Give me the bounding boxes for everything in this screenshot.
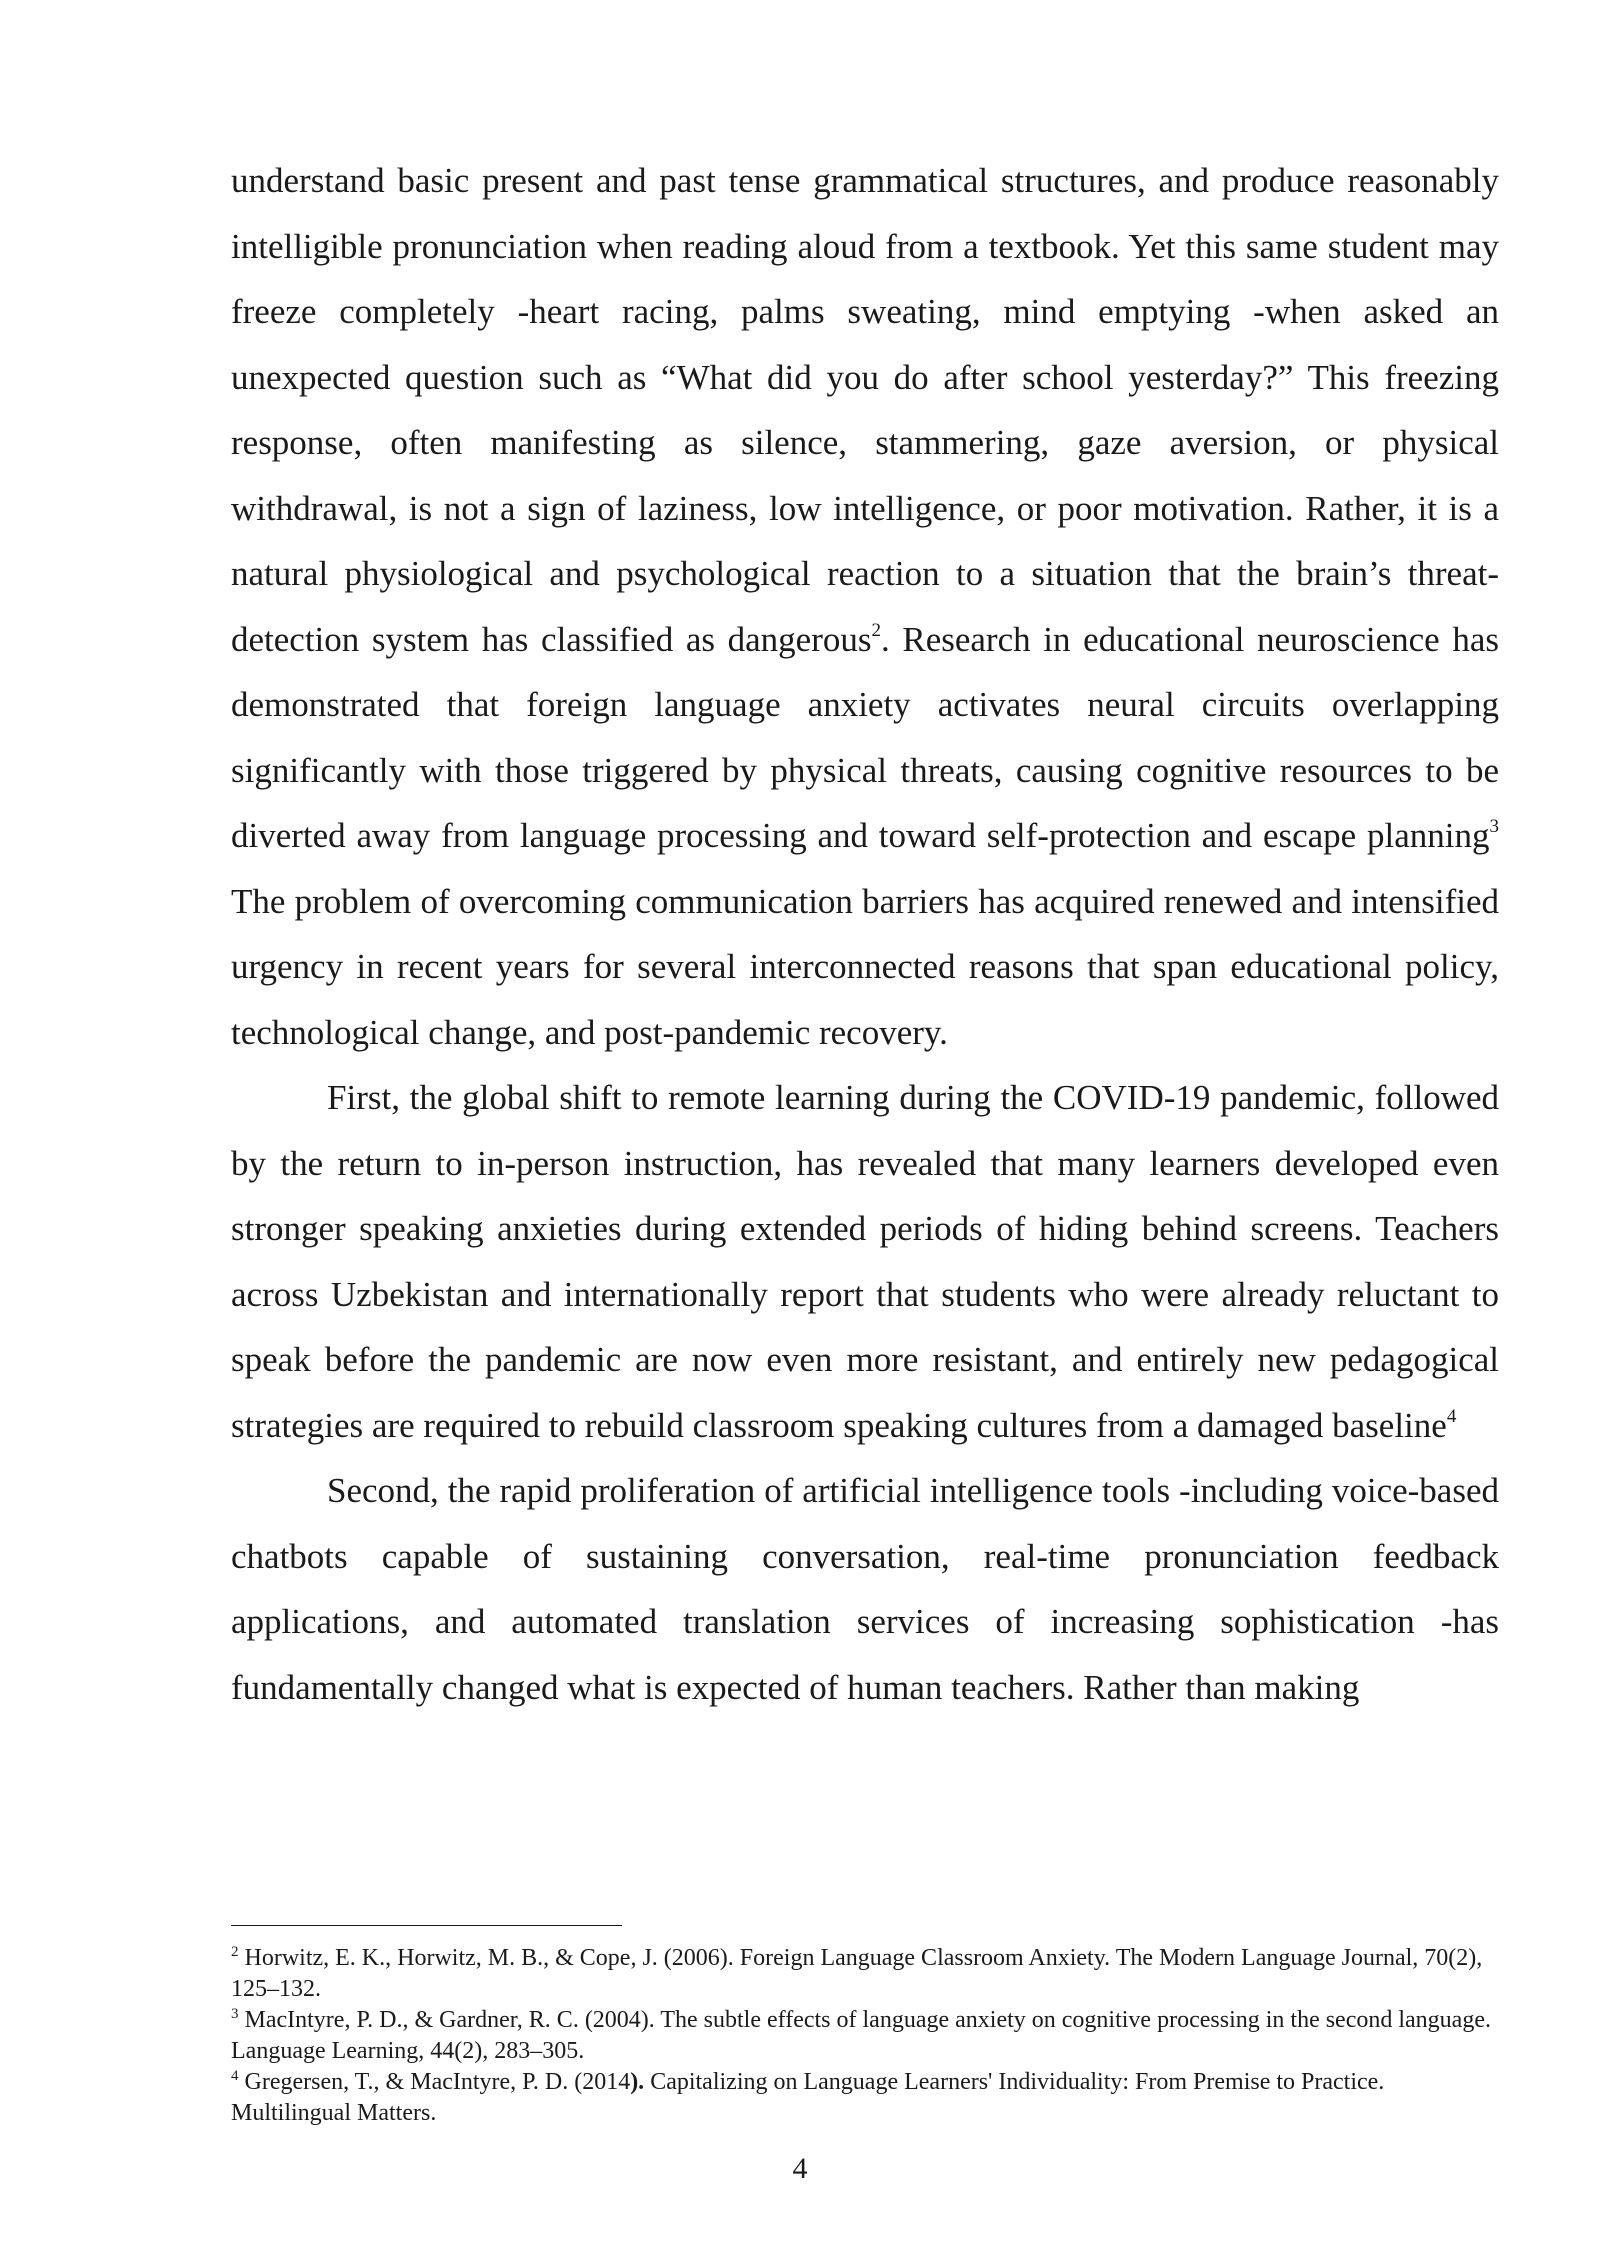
paragraph-text: First, the global shift to remote learning during the COVID-19 pandemic, followed by the return to in-person instruction, has revealed that many learners developed even stronger speaking anxieties during extended periods of hiding behind screens. Teachers across Uzbekistan and internationally report that students who were already reluctant to speak before the pandemic are now even more resistant, and entirely new pedagogical strategies are required to rebuild classroom speaking cultures from a damaged baseline — [231, 1078, 1499, 1445]
footnotes — [231, 1943, 1499, 2129]
footnote-text: MacIntyre, P. D., & Gardner, R. C. (2004). The subtle effects of language anxiety on cognitive processing in the second language. Language Learning, 44(2), 283–305. — [231, 2007, 1491, 2064]
footnote-number: 3 — [231, 2006, 239, 2022]
footnote-number: 4 — [231, 2068, 239, 2084]
paragraph-text: understand basic present and past tense grammatical structures, and produce reasonably intelligible pronunciation when reading aloud from a textbook. Yet this same student may freeze completely -heart racing, palms sweating, mind emptying -when asked an unexpected question such as “What did you do after school yesterday?” This freezing response, often manifesting as silence, stammering, gaze aversion, or physical withdrawal, is not a sign of laziness, low intelligence, or poor motivation. Rather, it is a natural physiological and psychological reaction to a situation that the brain’s threat-detection system has classified as dangerous — [231, 161, 1499, 659]
footnote-text: Capitalizing on Language Learners' Individuality: From Premise to Practice. Multilingual Matters. — [231, 2069, 1385, 2126]
footnote — [231, 2067, 1499, 2129]
paragraph — [231, 1458, 1499, 1720]
paragraph-text: Second, the rapid proliferation of artificial intelligence tools -including voice-based chatbots capable of sustaining conversation, real-time pronunciation feedback applications, and automated translation services of increasing sophistication -has fundamentally changed what is expected of human teachers. Rather than making — [231, 1471, 1499, 1707]
footnote-reference: 3 — [1489, 816, 1499, 838]
footnote-text: Horwitz, E. K., Horwitz, M. B., & Cope, J. (2006). Foreign Language Classroom Anxiety. The Modern Language Journal, 70(2), 125–132. — [231, 1945, 1483, 2002]
footnote-separator — [231, 1925, 622, 1926]
footnote-text: Gregersen, T., & MacIntyre, P. D. (2014 — [244, 2069, 631, 2095]
paragraph — [231, 148, 1516, 1065]
footnote-bold-text: ). — [630, 2069, 645, 2095]
body-text — [231, 148, 1516, 1720]
paragraph-text: . Research in educational neuroscience has demonstrated that foreign language anxiety activates neural circuits overlapping significantly with those triggered by physical threats, causing cognitive resources to be diverted away from language processing and toward self-protection and escape planning — [231, 619, 1499, 855]
footnote-reference: 2 — [871, 619, 881, 641]
footnote-number: 2 — [231, 1944, 239, 1960]
paragraph — [231, 1065, 1499, 1458]
paragraph-text: The problem of overcoming communication barriers has acquired renewed and intensified urgency in recent years for several interconnected reasons that span educational policy, technological change, and post-pandemic recovery. — [231, 816, 1516, 1052]
footnote-reference: 4 — [1446, 1405, 1457, 1427]
footnote — [231, 2005, 1499, 2067]
footnote — [231, 1943, 1499, 2005]
page-number: 4 — [792, 2152, 808, 2185]
